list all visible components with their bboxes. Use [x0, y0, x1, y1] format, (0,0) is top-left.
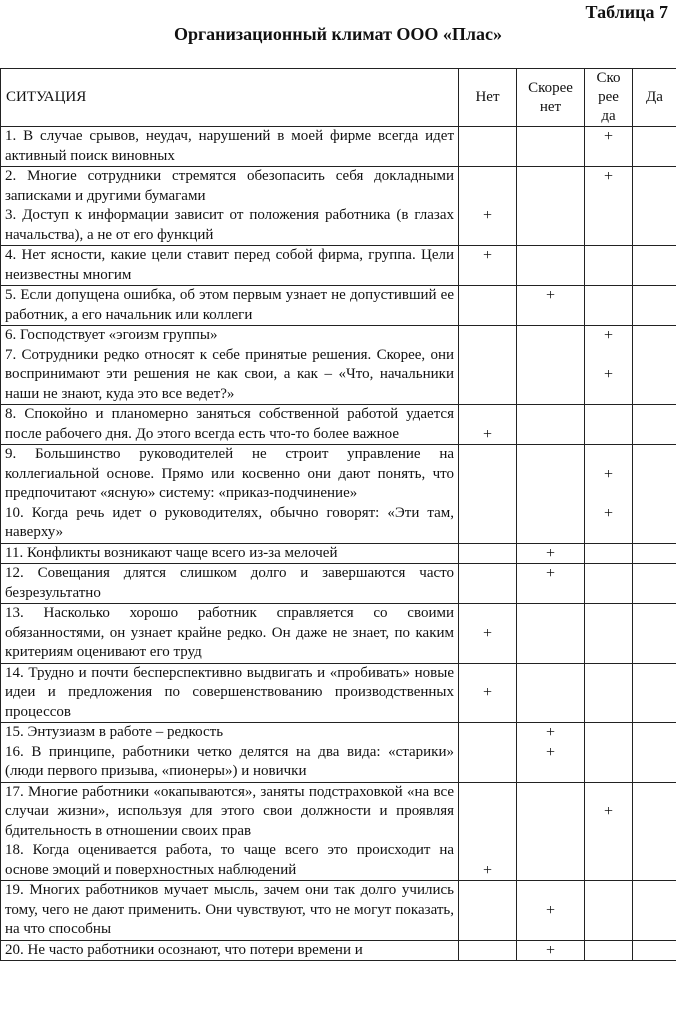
answer-cell-no [459, 940, 517, 961]
answer-cell-rather-no [517, 286, 585, 326]
situation-text: 1. В случае срывов, неудач, нарушений в моей фирме всегда идет активный поиск виновных [5, 128, 454, 164]
situation-cell [1, 940, 459, 961]
column-header-no: Нет [459, 69, 517, 127]
table-row [1, 881, 676, 941]
plus-mark: + [603, 803, 614, 820]
answer-cell-rather-yes [585, 127, 633, 167]
answer-cell-rather-yes [585, 286, 633, 326]
answer-cell-no [459, 326, 517, 405]
answer-cell-rather-yes [585, 405, 633, 445]
mark-spacer [463, 604, 512, 624]
situation-text: 6. Господствует «эгоизм группы» [5, 327, 218, 343]
answer-cell-yes [633, 286, 676, 326]
answer-cell-yes [633, 782, 676, 881]
column-header-rather-yes [585, 69, 633, 127]
plus-mark: + [545, 724, 556, 741]
plus-mark: + [603, 128, 614, 145]
table-row [1, 604, 676, 664]
situation-cell [1, 564, 459, 604]
situation-text: 9. Большинство руководителей не строит управление на коллегиальной основе. Прямо или косвенно они дают понять, что предпочитают «ясную» систему: «приказ-подчинение» [5, 446, 454, 501]
answer-cell-rather-yes [585, 543, 633, 564]
answer-cell-yes [633, 940, 676, 961]
answer-cell-no [459, 127, 517, 167]
answer-cell-yes [633, 723, 676, 783]
answer-cell-rather-yes [585, 940, 633, 961]
table-row [1, 445, 676, 544]
answer-cell-yes [633, 445, 676, 544]
answer-cell-rather-no [517, 723, 585, 783]
plus-mark: + [482, 247, 493, 264]
mark-spacer [463, 664, 512, 684]
answer-cell-yes [633, 564, 676, 604]
table-header-row [1, 69, 676, 127]
situation-cell [1, 405, 459, 445]
answer-cell-yes [633, 167, 676, 246]
plus-mark: + [545, 901, 556, 919]
answer-cell-yes [633, 604, 676, 664]
situation-cell [1, 782, 459, 881]
answer-cell-rather-no [517, 127, 585, 167]
mark-spacer [463, 802, 512, 822]
plus-mark: + [482, 207, 493, 224]
answer-cell-no [459, 782, 517, 881]
answer-cell-no [459, 723, 517, 783]
table-row [1, 543, 676, 564]
answer-cell-rather-yes [585, 445, 633, 544]
mark-spacer [463, 822, 512, 842]
mark-spacer [463, 405, 512, 425]
column-header-situation: СИТУАЦИЯ [1, 69, 459, 127]
answer-cell-yes [633, 326, 676, 405]
table-row [1, 326, 676, 405]
answer-cell-rather-yes [585, 246, 633, 286]
answer-cell-rather-no [517, 604, 585, 664]
answer-cell-no [459, 564, 517, 604]
column-header-rather-no-line1: Скорее [528, 79, 573, 96]
situation-cell [1, 167, 459, 246]
table-row [1, 782, 676, 881]
situation-text: 18. Когда оценивается работа, то чаще всего это происходит на основе эмоций и поверхностных наблюдений [5, 842, 454, 878]
answer-cell-no [459, 246, 517, 286]
document-title: Организационный климат ООО «Плас» [173, 24, 503, 44]
table-row [1, 405, 676, 445]
answer-cell-rather-yes [585, 881, 633, 941]
answer-cell-no [459, 881, 517, 941]
answer-cell-rather-no [517, 246, 585, 286]
plus-mark: + [545, 743, 556, 761]
mark-spacer [589, 783, 628, 803]
answer-cell-no [459, 167, 517, 246]
mark-spacer [521, 881, 580, 901]
plus-mark: + [603, 168, 614, 185]
answer-cell-yes [633, 127, 676, 167]
answer-cell-rather-no [517, 167, 585, 246]
answer-cell-rather-yes [585, 326, 633, 405]
situation-text: 13. Насколько хорошо работник справляется со своими обязанностями, он узнает крайне редко. Он даже не знает, по каким критериям оценивают его труд [5, 605, 454, 660]
table-row [1, 286, 676, 326]
answer-cell-rather-yes [585, 663, 633, 723]
answer-cell-no [459, 543, 517, 564]
situation-text: 4. Нет ясности, какие цели ставит перед собой фирма, группа. Цели неизвестны многим [5, 247, 454, 283]
situation-cell [1, 663, 459, 723]
situation-cell [1, 326, 459, 405]
answer-cell-rather-no [517, 326, 585, 405]
situation-text: 14. Трудно и почти бесперспективно выдвигать и «пробивать» новые идеи и предложения по совершенствованию производственных процессов [5, 664, 454, 720]
plus-mark: + [482, 861, 493, 879]
plus-mark: + [482, 684, 493, 701]
answer-cell-rather-no [517, 405, 585, 445]
situation-text: 12. Совещания длятся слишком долго и завершаются часто безрезультатно [5, 565, 454, 601]
column-header-rather-yes-line3: да [601, 108, 616, 124]
column-header-rather-yes-line1: Ско [596, 70, 621, 86]
column-header-rather-yes-line2: рее [598, 89, 619, 105]
situation-text: 10. Когда речь идет о руководителях, обычно говорят: «Эти там, наверху» [5, 504, 454, 540]
answer-cell-no [459, 405, 517, 445]
plus-mark: + [545, 544, 556, 562]
plus-mark: + [545, 941, 556, 959]
column-header-rather-no-line2: нет [539, 98, 562, 115]
answer-cell-no [459, 445, 517, 544]
situation-text: 7. Сотрудники редко относят к себе принятые решения. Скорее, они воспринимают эти решения не как свои, а как – «Что, начальники наши не знают, куда это все ведет?» [5, 346, 454, 402]
answer-cell-rather-yes [585, 723, 633, 783]
answer-cell-yes [633, 405, 676, 445]
situation-text: 15. Энтузиазм в работе – редкость [5, 724, 224, 740]
answer-cell-no [459, 286, 517, 326]
plus-mark: + [482, 624, 493, 642]
table-row [1, 723, 676, 783]
table-row [1, 663, 676, 723]
answer-cell-rather-no [517, 940, 585, 961]
plus-mark: + [545, 287, 556, 304]
answer-cell-rather-no [517, 881, 585, 941]
mark-spacer [463, 841, 512, 861]
mark-spacer [589, 484, 628, 504]
situation-text: 11. Конфликты возникают чаще всего из-за мелочей [5, 544, 338, 561]
answer-cell-yes [633, 663, 676, 723]
plus-mark: + [603, 366, 614, 383]
column-header-rather-no [517, 69, 585, 127]
answer-cell-rather-yes [585, 782, 633, 881]
mark-spacer [463, 187, 512, 207]
answer-cell-rather-no [517, 782, 585, 881]
answer-cell-no [459, 604, 517, 664]
mark-spacer [589, 346, 628, 366]
table-row [1, 127, 676, 167]
answer-cell-rather-no [517, 543, 585, 564]
situation-cell [1, 286, 459, 326]
plus-mark: + [603, 327, 614, 344]
plus-mark: + [482, 425, 493, 443]
situation-text: 8. Спокойно и планомерно заняться собственной работой удается после рабочего дня. До этого всегда есть что-то более важное [5, 406, 454, 442]
mark-spacer [463, 783, 512, 803]
answer-cell-rather-no [517, 564, 585, 604]
situation-cell [1, 127, 459, 167]
situation-cell [1, 445, 459, 544]
answer-cell-yes [633, 881, 676, 941]
table-row [1, 564, 676, 604]
situation-text: 20. Не часто работники осознают, что потери времени и [5, 941, 363, 958]
answer-cell-rather-yes [585, 564, 633, 604]
situation-cell [1, 543, 459, 564]
situation-text: 17. Многие работники «окапываются», заняты подстраховкой «на все случаи жизни», используя для этого свои должности и проявляя бдительность в отношении своих прав [5, 783, 454, 839]
situation-cell [1, 881, 459, 941]
situation-cell [1, 723, 459, 783]
table-row [1, 167, 676, 246]
answer-cell-no [459, 663, 517, 723]
situation-text: 19. Многих работников мучает мысль, зачем они так долго учились тому, чего не дают применить. Они чувствуют, что не могут показать, на что способны [5, 882, 454, 937]
situation-text: 3. Доступ к информации зависит от положения работника (в глазах начальства), а не от его функций [5, 207, 454, 243]
answer-cell-rather-no [517, 445, 585, 544]
table-label: Таблица 7 [585, 2, 668, 22]
situation-text: 5. Если допущена ошибка, об этом первым узнает не допустивший ее работник, а его начальник или коллеги [5, 287, 454, 323]
mark-spacer [589, 445, 628, 465]
table-row [1, 246, 676, 286]
answer-cell-rather-yes [585, 167, 633, 246]
plus-mark: + [603, 504, 614, 522]
answer-cell-rather-yes [585, 604, 633, 664]
answer-cell-yes [633, 543, 676, 564]
answer-cell-yes [633, 246, 676, 286]
situation-text: 16. В принципе, работники четко делятся на два вида: «старики» (люди первого призыва, «пионеры») и новички [5, 743, 454, 779]
table-row [1, 940, 676, 961]
column-header-yes: Да [633, 69, 676, 127]
answer-cell-rather-no [517, 663, 585, 723]
plus-mark: + [603, 465, 614, 483]
situation-cell [1, 604, 459, 664]
organizational-climate-table [0, 68, 676, 961]
situation-text: 2. Многие сотрудники стремятся обезопасить себя докладными записками и другими бумагами [5, 168, 454, 204]
mark-spacer [463, 167, 512, 187]
plus-mark: + [545, 565, 556, 582]
situation-cell [1, 246, 459, 286]
